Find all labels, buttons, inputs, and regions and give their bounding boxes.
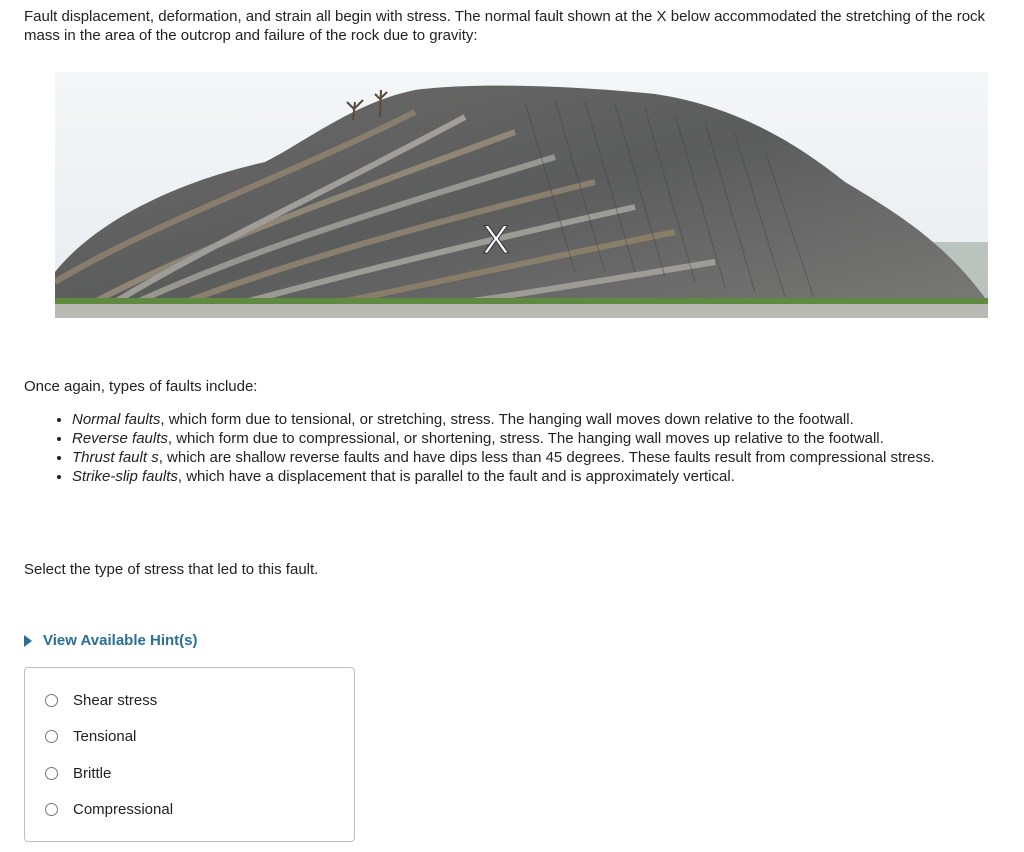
fault-types-list: [48, 410, 967, 486]
list-item: • Reverse faults, which form due to compressional, or shortening, stress. The hanging wall moves up relative to the footwall.: [72, 429, 967, 448]
radio-icon[interactable]: [45, 730, 58, 743]
list-item: • Strike-slip faults, which have a displacement that is parallel to the fault and is approximately vertical.: [72, 467, 967, 486]
radio-icon[interactable]: [45, 803, 58, 816]
question-prompt: Select the type of stress that led to this fault.: [24, 561, 319, 578]
intro-paragraph: Fault displacement, deformation, and strain all begin with stress. The normal fault shown at the X below accommodated the stretching of the rock mass in the area of the outcrop and failure of the rock due to gravity:: [24, 8, 986, 44]
view-hints-link[interactable]: [24, 632, 198, 649]
list-item: • Normal faults, which form due to tensional, or stretching, stress. The hanging wall moves down relative to the footwall.: [72, 410, 967, 429]
option-brittle[interactable]: Brittle: [45, 765, 111, 782]
radio-icon[interactable]: [45, 767, 58, 780]
fault-marker-x: X: [482, 218, 510, 262]
outcrop-photo: [55, 72, 988, 318]
radio-icon[interactable]: [45, 694, 58, 707]
list-item: • Thrust fault s, which are shallow reverse faults and have dips less than 45 degrees. These faults result from compressional stress.: [72, 448, 967, 467]
hint-label: View Available Hint(s): [43, 632, 198, 649]
faults-lead: Once again, types of faults include:: [24, 378, 258, 395]
option-shear-stress[interactable]: Shear stress: [45, 692, 157, 709]
option-tensional[interactable]: Tensional: [45, 728, 136, 745]
caret-right-icon: [24, 635, 32, 647]
answer-options: [24, 667, 355, 842]
option-compressional[interactable]: Compressional: [45, 801, 173, 818]
